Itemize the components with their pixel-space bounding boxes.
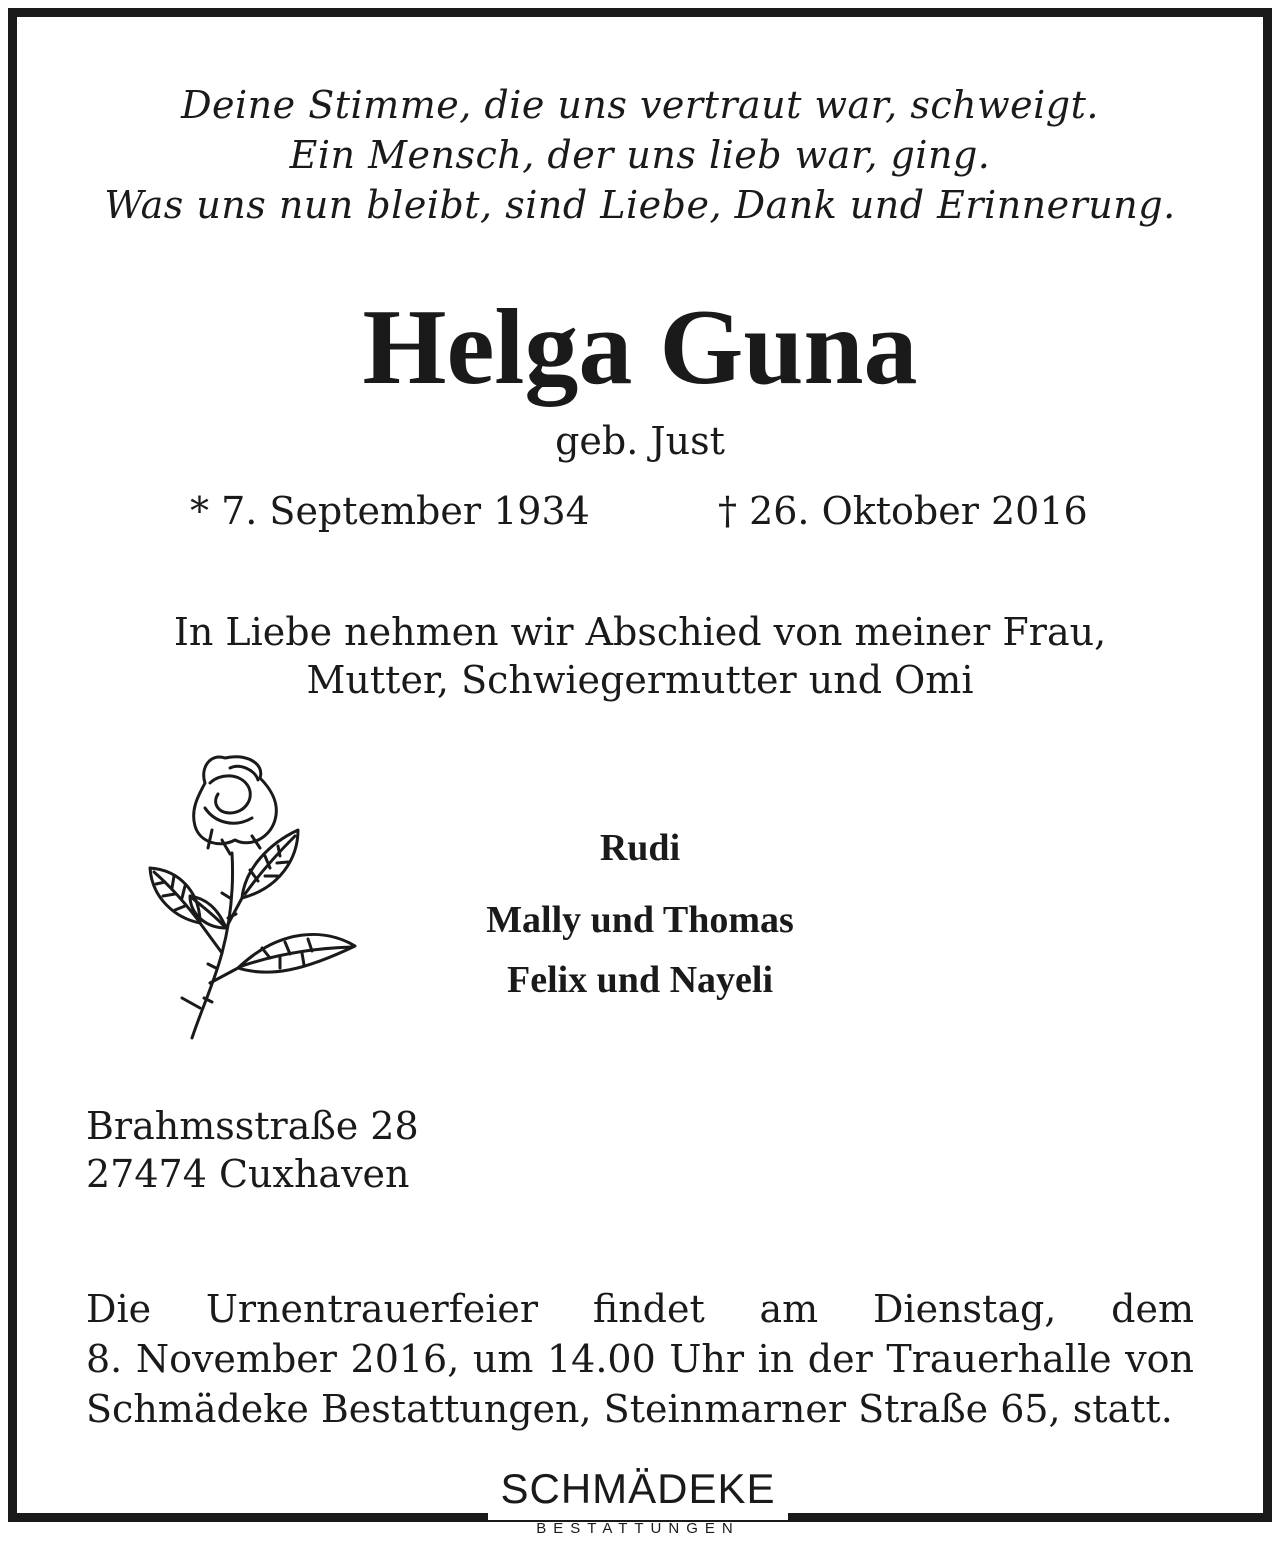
birth-date: * 7. September 1934 <box>190 489 590 533</box>
mourner-name: Rudi <box>599 827 681 869</box>
address-city: 27474 Cuxhaven <box>86 1152 410 1196</box>
service-notice <box>86 1284 1194 1434</box>
service-line: Die Urnentrauerfeier findet am Dienstag, dem <box>86 1287 1194 1331</box>
service-line: Schmädeke Bestattungen, Steinmarner Straße 65, statt. <box>86 1387 1173 1431</box>
farewell-line: Mutter, Schwiegermutter und Omi <box>306 658 974 702</box>
farewell-text <box>0 608 1280 704</box>
rose-icon <box>130 748 370 1048</box>
birth-name: geb. Just <box>555 419 725 463</box>
service-line: 8. November 2016, um 14.00 Uhr in der Trauerhalle von <box>86 1337 1194 1381</box>
address-block <box>86 1102 419 1198</box>
address-street: Brahmsstraße 28 <box>86 1104 419 1148</box>
motto-line: Deine Stimme, die uns vertraut war, schweigt. <box>181 83 1099 127</box>
mourner-name: Mally und Thomas <box>486 899 794 941</box>
funeral-home-logo-subtitle: BESTATTUNGEN <box>536 1520 740 1537</box>
mourner-name: Felix und Nayeli <box>506 959 774 1001</box>
funeral-home-logo: SCHMÄDEKE <box>500 1465 776 1512</box>
motto-verse <box>0 80 1280 230</box>
motto-line: Ein Mensch, der uns lieb war, ging. <box>289 133 991 177</box>
death-date: † 26. Oktober 2016 <box>718 489 1088 533</box>
motto-line: Was uns nun bleibt, sind Liebe, Dank und Erinnerung. <box>104 183 1176 227</box>
deceased-name: Helga Guna <box>362 288 918 407</box>
farewell-line: In Liebe nehmen wir Abschied von meiner Frau, <box>173 610 1107 654</box>
